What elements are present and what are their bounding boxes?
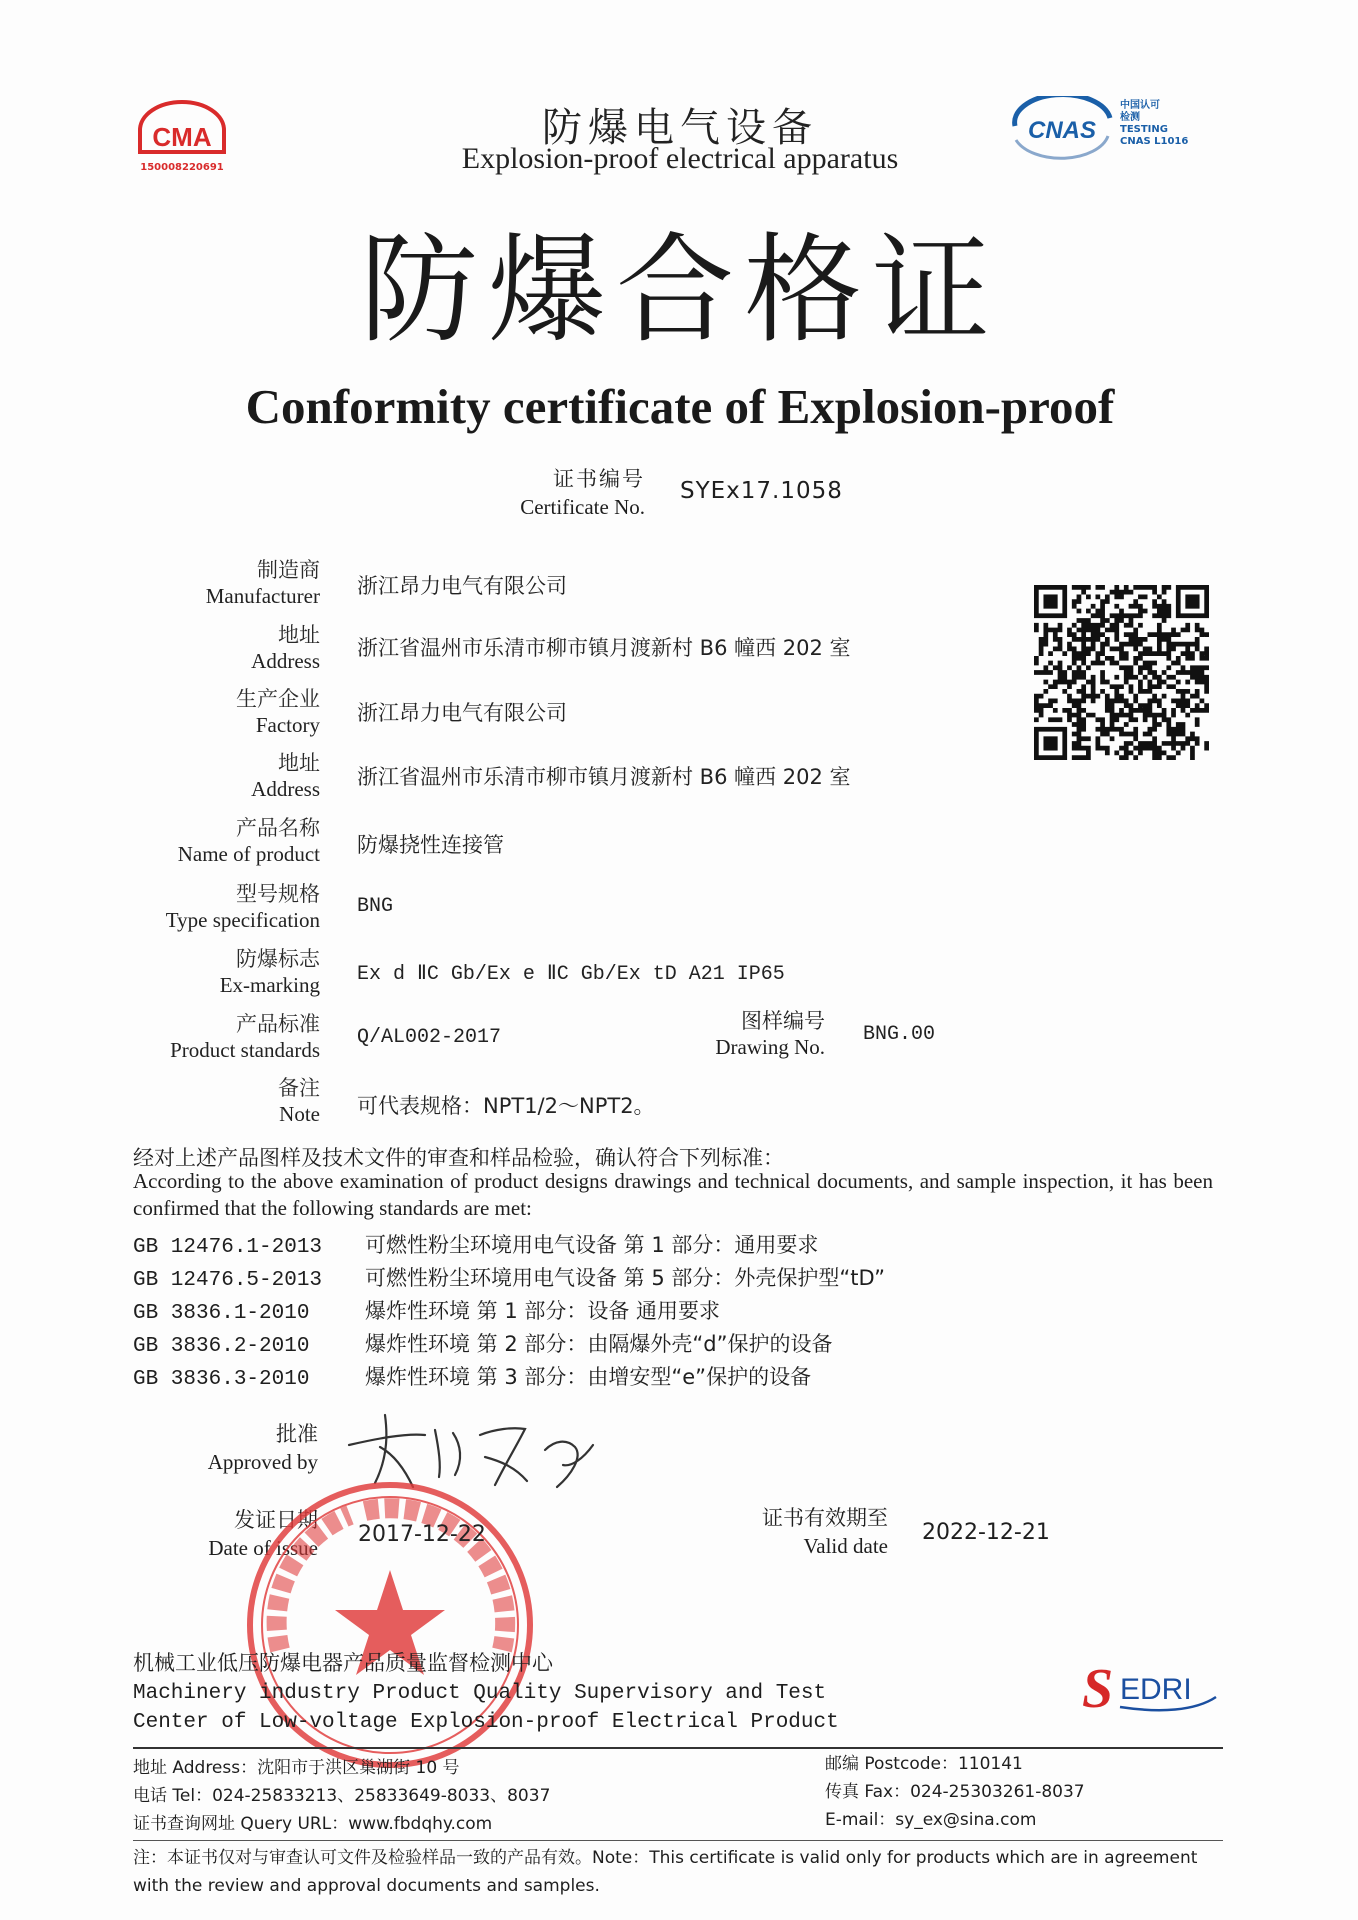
product-standards-label-cn: 产品标准 — [236, 1012, 320, 1036]
issuer-en2: Center of Low-voltage Explosion-proof Electrical Product — [133, 1711, 839, 1734]
drawing-no-value: BNG.00 — [863, 1023, 936, 1046]
main-title-cn: 防爆合格证 — [359, 221, 1000, 359]
standard-desc: 爆炸性环境 第 1 部分：设备 通用要求 — [365, 1299, 721, 1323]
manufacturer-label-cn: 制造商 — [257, 558, 320, 582]
qr-finder — [1036, 587, 1064, 615]
contact-email: E-mail：sy_ex@sina.com — [825, 1810, 1037, 1830]
standards-list — [133, 1230, 1033, 1395]
type-spec-label — [20, 881, 320, 933]
factory-label-cn: 生产企业 — [236, 687, 320, 711]
qr-code — [1034, 580, 1209, 765]
address1-label-cn: 地址 — [278, 623, 320, 647]
cnas-cn2: 检测 — [1120, 112, 1140, 123]
note-label-en: Note — [279, 1102, 320, 1126]
edri-mark-icon — [1080, 1655, 1220, 1715]
footer-divider — [133, 1747, 1223, 1749]
product-standards-label-en: Product standards — [170, 1038, 320, 1062]
standard-code: GB 3836.2-2010 — [133, 1335, 310, 1358]
cnas-testing: TESTING — [1120, 124, 1168, 135]
contact-url: 证书查询网址 Query URL：www.fbdqhy.com — [133, 1814, 493, 1834]
approved-label-en: Approved by — [207, 1450, 318, 1474]
standard-code: GB 12476.5-2013 — [133, 1269, 323, 1292]
qr-modules — [1034, 585, 1209, 760]
standard-desc: 爆炸性环境 第 3 部分：由增安型“e”保护的设备 — [365, 1365, 812, 1389]
cma-number: 150008220691 — [140, 162, 224, 173]
note-label — [20, 1075, 320, 1127]
manufacturer-label-en: Manufacturer — [205, 584, 320, 608]
approved-label-cn: 批准 — [276, 1422, 318, 1446]
standard-desc: 爆炸性环境 第 2 部分：由隔爆外壳“d”保护的设备 — [365, 1332, 833, 1356]
issue-date-label-cn: 发证日期 — [234, 1508, 318, 1532]
address2-label — [20, 750, 320, 802]
certificate-label-en: Certificate No. — [520, 495, 645, 519]
address2-value: 浙江省温州市乐清市柳市镇月渡新村 B6 幢西 202 室 — [357, 765, 851, 789]
header-title-cn: 防爆电气设备 — [542, 105, 818, 151]
product-name-label-en: Name of product — [177, 842, 320, 866]
factory-label — [20, 686, 320, 738]
edri-logo — [1080, 1655, 1220, 1715]
footnote-divider — [133, 1840, 1223, 1841]
product-name-value: 防爆挠性连接管 — [357, 833, 504, 857]
contact-postcode: 邮编 Postcode：110141 — [825, 1754, 1023, 1774]
type-spec-value: BNG — [357, 895, 394, 918]
footnote: 注：本证书仅对与审查认可文件及检验样品一致的产品有效。Note：This certificate is valid only for products which are in agreement with the review and approval documents and samples. — [133, 1848, 1198, 1896]
address2-label-cn: 地址 — [278, 751, 320, 775]
cnas-number: CNAS L1016 — [1120, 136, 1189, 147]
address1-value: 浙江省温州市乐清市柳市镇月渡新村 B6 幢西 202 室 — [357, 636, 851, 660]
address1-label — [20, 622, 320, 674]
standard-item — [133, 1263, 1033, 1296]
issuer-en1: Machinery industry Product Quality Supervisory and Test — [133, 1682, 827, 1705]
cnas-caption — [1120, 100, 1188, 148]
product-standards-value: Q/AL002-2017 — [357, 1026, 502, 1049]
valid-date-label-en: Valid date — [803, 1534, 888, 1558]
statement-cn: 经对上述产品图样及技术文件的审查和样品检验，确认符合下列标准： — [133, 1146, 784, 1170]
standard-item — [133, 1362, 1033, 1395]
note-label-cn: 备注 — [278, 1076, 320, 1100]
cnas-cn: 中国认可 — [1120, 100, 1160, 111]
standard-desc: 可燃性粉尘环境用电气设备 第 1 部分：通用要求 — [365, 1233, 819, 1257]
cma-logo — [132, 100, 232, 180]
standard-code: GB 3836.3-2010 — [133, 1368, 310, 1391]
certificate-number: SYEx17.1058 — [680, 478, 843, 504]
manufacturer-value: 浙江昂力电气有限公司 — [357, 574, 567, 598]
address1-label-en: Address — [251, 649, 320, 673]
note-value: 可代表规格：NPT1/2～NPT2。 — [357, 1094, 655, 1118]
valid-date-label — [700, 1504, 888, 1560]
valid-date-value: 2022-12-21 — [922, 1520, 1050, 1545]
statement-en: According to the above examination of product designs drawings and technical documents, and sample inspection, it has been confirmed that the following standards are met: — [133, 1169, 1213, 1220]
cma-text: CMA — [152, 122, 212, 152]
drawing-no-label — [630, 1008, 825, 1060]
product-standards-label — [20, 1011, 320, 1063]
standard-item — [133, 1296, 1033, 1329]
factory-value: 浙江昂力电气有限公司 — [357, 701, 567, 725]
drawing-no-label-cn: 图样编号 — [741, 1009, 825, 1033]
manufacturer-label — [20, 557, 320, 609]
contact-address: 地址 Address：沈阳市于洪区巢湖街 10 号 — [133, 1758, 460, 1778]
standard-item — [133, 1329, 1033, 1362]
issuer-cn: 机械工业低压防爆电器产品质量监督检测中心 — [133, 1651, 553, 1675]
cma-mark-icon — [132, 100, 232, 162]
certificate-label — [440, 465, 645, 521]
ex-marking-value: Ex d ⅡC Gb/Ex e ⅡC Gb/Ex tD A21 IP65 — [357, 963, 785, 986]
valid-date-label-cn: 证书有效期至 — [762, 1506, 888, 1530]
drawing-no-label-en: Drawing No. — [715, 1035, 825, 1059]
standard-code: GB 12476.1-2013 — [133, 1236, 323, 1259]
qr-finder — [1178, 587, 1206, 615]
cnas-logo — [1010, 96, 1210, 166]
address2-label-en: Address — [251, 777, 320, 801]
svg-text:S: S — [1082, 1658, 1114, 1715]
cnas-text: CNAS — [1027, 117, 1097, 144]
type-spec-label-en: Type specification — [165, 908, 320, 932]
product-name-label — [20, 815, 320, 867]
issue-date-label-en: Date of issue — [208, 1536, 318, 1560]
qr-finder — [1036, 729, 1064, 757]
issue-date-value: 2017-12-22 — [358, 1522, 486, 1547]
ex-marking-label-en: Ex-marking — [219, 973, 320, 997]
standard-item — [133, 1230, 1033, 1263]
main-title-en: Conformity certificate of Explosion-proof — [245, 379, 1115, 434]
header-title-en: Explosion-proof electrical apparatus — [461, 142, 899, 175]
certificate-label-cn: 证书编号 — [553, 467, 645, 491]
approved-label — [150, 1420, 318, 1476]
product-name-label-cn: 产品名称 — [236, 816, 320, 840]
factory-label-en: Factory — [255, 713, 320, 737]
contact-tel: 电话 Tel：024-25833213、25833649-8033、8037 — [133, 1786, 551, 1806]
ex-marking-label-cn: 防爆标志 — [236, 947, 320, 971]
standard-code: GB 3836.1-2010 — [133, 1302, 310, 1325]
type-spec-label-cn: 型号规格 — [236, 882, 320, 906]
contact-fax: 传真 Fax：024-25303261-8037 — [825, 1782, 1085, 1802]
edri-text: EDRI — [1120, 1673, 1192, 1706]
ex-marking-label — [20, 946, 320, 998]
cnas-mark-icon — [1010, 96, 1115, 160]
standard-desc: 可燃性粉尘环境用电气设备 第 5 部分：外壳保护型“tD” — [365, 1266, 885, 1290]
